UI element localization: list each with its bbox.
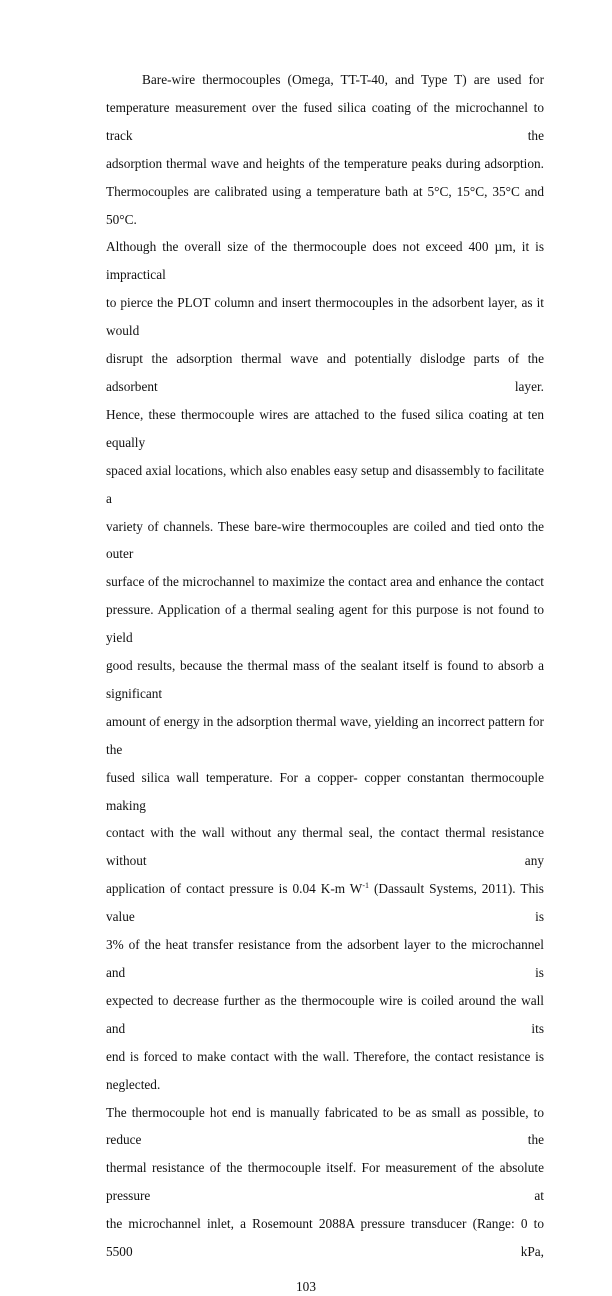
text-line: the microchannel inlet, a Rosemount 2088A pressure transducer (Range: 0 to 5500 kPa, — [106, 1216, 544, 1260]
text-line: Although the overall size of the thermocouple does not exceed 400 µm, it is impractical — [106, 239, 544, 283]
text-line: variety of channels. These bare-wire thermocouples are coiled and tied onto the outer — [106, 518, 544, 562]
text-line: thermal resistance of the thermocouple itself. For measurement of the absolute pressure at — [106, 1160, 544, 1204]
body-paragraph — [106, 66, 544, 1266]
page-number: 103 — [296, 1279, 316, 1294]
text-line: spaced axial locations, which also enables easy setup and disassembly to facilitate a — [106, 462, 544, 506]
text-segment: (Dassault Systems, 2011). This value is — [106, 881, 544, 925]
text-line: pressure. Application of a thermal sealing agent for this purpose is not found to yield — [106, 602, 544, 646]
text-line: good results, because the thermal mass of the sealant itself is found to absorb a significant — [106, 658, 544, 701]
text-line: disrupt the adsorption thermal wave and potentially dislodge parts of the adsorbent layer. — [106, 351, 544, 394]
superscript: -1 — [362, 881, 370, 891]
text-line: surface of the microchannel to maximize the contact area and enhance the contact — [106, 574, 544, 590]
text-line: The thermocouple hot end is manually fabricated to be as small as possible, to reduce the — [106, 1104, 544, 1148]
text-line: temperature measurement over the fused silica coating of the microchannel to track the — [106, 99, 544, 143]
text-segment: application of contact pressure is 0.04 K-m W — [106, 881, 363, 897]
text-line: amount of energy in the adsorption thermal wave, yielding an incorrect pattern for the — [106, 713, 544, 757]
text-line: adsorption thermal wave and heights of the temperature peaks during adsorption. — [106, 155, 544, 171]
text-line: Thermocouples are calibrated using a temperature bath at 5°C, 15°C, 35°C and 50°C. — [106, 183, 544, 227]
text-line: to pierce the PLOT column and insert thermocouples in the adsorbent layer, as it would — [106, 295, 544, 339]
text-line: end is forced to make contact with the wall. Therefore, the contact resistance is neglected. — [106, 1048, 544, 1092]
text-line: fused silica wall temperature. For a copper- copper constantan thermocouple making — [106, 769, 544, 813]
text-line: contact with the wall without any thermal seal, the contact thermal resistance without any — [106, 825, 544, 869]
text-line-with-superscript — [106, 875, 544, 931]
text-line: Bare-wire thermocouples (Omega, TT-T-40, and Type T) are used for — [142, 72, 544, 87]
text-line: Hence, these thermocouple wires are attached to the fused silica coating at ten equally — [106, 406, 544, 450]
text-line: expected to decrease further as the thermocouple wire is coiled around the wall and its — [106, 992, 544, 1036]
text-line: 3% of the heat transfer resistance from the adsorbent layer to the microchannel and is — [106, 937, 544, 980]
